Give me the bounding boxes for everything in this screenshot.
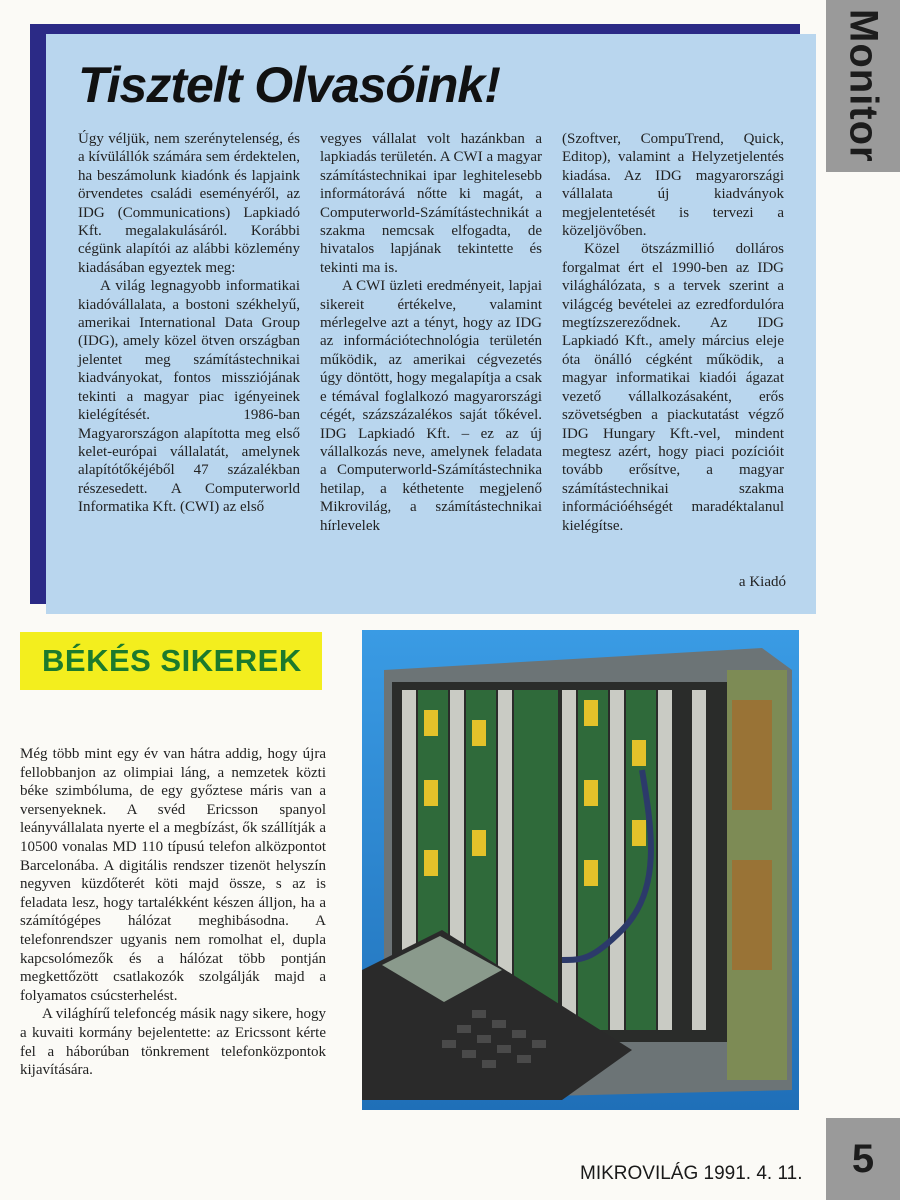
paragraph: A világ legnagyobb informatikai kiadóvállalata, a bostoni székhelyű, amerikai International Data Group (IDG), amely közel ötven országban jelentet meg számítástechnikai kiadványokat, fontos missziójának tekinti a magyar piac igényeinek kielégítését. 1986-ban Magyarországon alapította meg első kelet-európai vállalatát, amelynek alapítótőkéjéből 47 százalékban részesedett. A Computerworld Informatika Kft. (CWI) az első: [78, 278, 300, 516]
exchange-illustration: [362, 630, 799, 1110]
section-tab-monitor: [826, 0, 900, 172]
editorial-title: Tisztelt Olvasóink!: [78, 57, 500, 113]
editorial-column-2: [320, 130, 542, 535]
editorial-box: [46, 34, 816, 614]
editorial-column-3: [562, 130, 784, 535]
footer-publication: MIKROVILÁG 1991. 4. 11.: [580, 1163, 803, 1184]
article-headline-banner: [20, 632, 322, 690]
paragraph: A CWI üzleti eredményeit, lapjai sikereit értékelve, valamint mérlegelve azt a tényt, hogy az IDG az információtechnológia területén működik, az amerikai cégvezetés úgy döntött, hogy megalapítja a csak e témával foglalkozó magyarországi cégét, százszázalékos saját tőkével. IDG Lapkiadó Kft. – ez az új vállalkozás neve, amelynek feladata a Computerworld-Számítástechnika hetilap, a kéthetente megjelenő Mikrovilág, a számítástechnikai hírlevelek: [320, 278, 542, 534]
paragraph: (Szoftver, CompuTrend, Quick, Editop), valamint a Helyzetjelentés kiadása. Az IDG magyarországi vállalata új kiadványok megjelentetését is tervezi a közeljövőben.: [562, 131, 784, 240]
paragraph: A világhírű telefoncég másik nagy sikere, hogy a kuvaiti kormány bejelentette: az Ericssont kérte fel a háborúban tönkrement telefonközpontok kijavítására.: [20, 1006, 326, 1079]
paragraph: Még több mint egy év van hátra addig, hogy újra fellobbanjon az olimpiai láng, a nemzetek közti béke szimbóluma, de egy győztese máris van a versenyeknek. A svéd Ericsson spanyol leányvállalata nyerte el a megbízást, ők szállítják a 10500 vonalas MD 110 típusú telefon alközpontot Barcelonába. A digitális rendszer tizenöt helyszín negyven küzdőterét köti majd össze, s az is feladata lesz, hogy tartalékként készen álljon, ha a számítógépes hálózat meghibásodna. A telefonrendszer ugyanis nem romolhat el, dupla kapcsolómezők és a hálózat több pontján megkettőzött csatlakozók szolgálják majd a folyamatos csúcsterhelést.: [20, 746, 326, 1004]
article-body: [20, 745, 326, 1080]
page-number: 5: [851, 1136, 875, 1181]
paragraph: Közel ötszázmillió dolláros forgalmat ért el 1990-ben az IDG világhálózata, s a tervek szerint a világcég bevételei az ezredfordulóra megtízszereződnek. Az IDG Lapkiadó Kft., amely március eleje óta önálló cégként működik, a magyar informatikai kiadói ágazat vezető vállalkozásaként, erős szövetségben a piackutatást végző IDG Hungary Kft.-vel, mindent megtesz azért, hogy piaci pozícióit tovább erősítve, a magyar számítástechnikai szakma információéhségét maradéktalanul kielégítse.: [562, 241, 784, 534]
paragraph: vegyes vállalat volt hazánkban a lapkiadás területén. A CWI a magyar számítástechnikai ipar leghitelesebb informátorává nőtte ki magát, a Computerworld-Számítástechnikát a szakma nemcsak elfogadta, de hivatalos lapjának tekintette és tekinti ma is.: [320, 131, 542, 276]
page-number-tab: [826, 1118, 900, 1200]
section-tab-label: Monitor: [841, 9, 886, 163]
editorial-signature: a Kiadó: [738, 574, 786, 590]
editorial-box-shadow: [30, 24, 800, 604]
editorial-column-1: [78, 130, 300, 535]
telephone-exchange-photo: [362, 630, 799, 1110]
article-headline: BÉKÉS SIKEREK: [42, 643, 302, 678]
paragraph: Úgy véljük, nem szerénytelenség, és a kívülállók számára sem érdektelen, ha beszámolunk kiadónk és lapjaink örvendetes családi eseményéről, az IDG (Communications) Lapkiadó Kft. megalakulásáról. Korábbi cégünk alapítói az alábbi közlemény kiadásában egyeztek meg:: [78, 131, 300, 276]
